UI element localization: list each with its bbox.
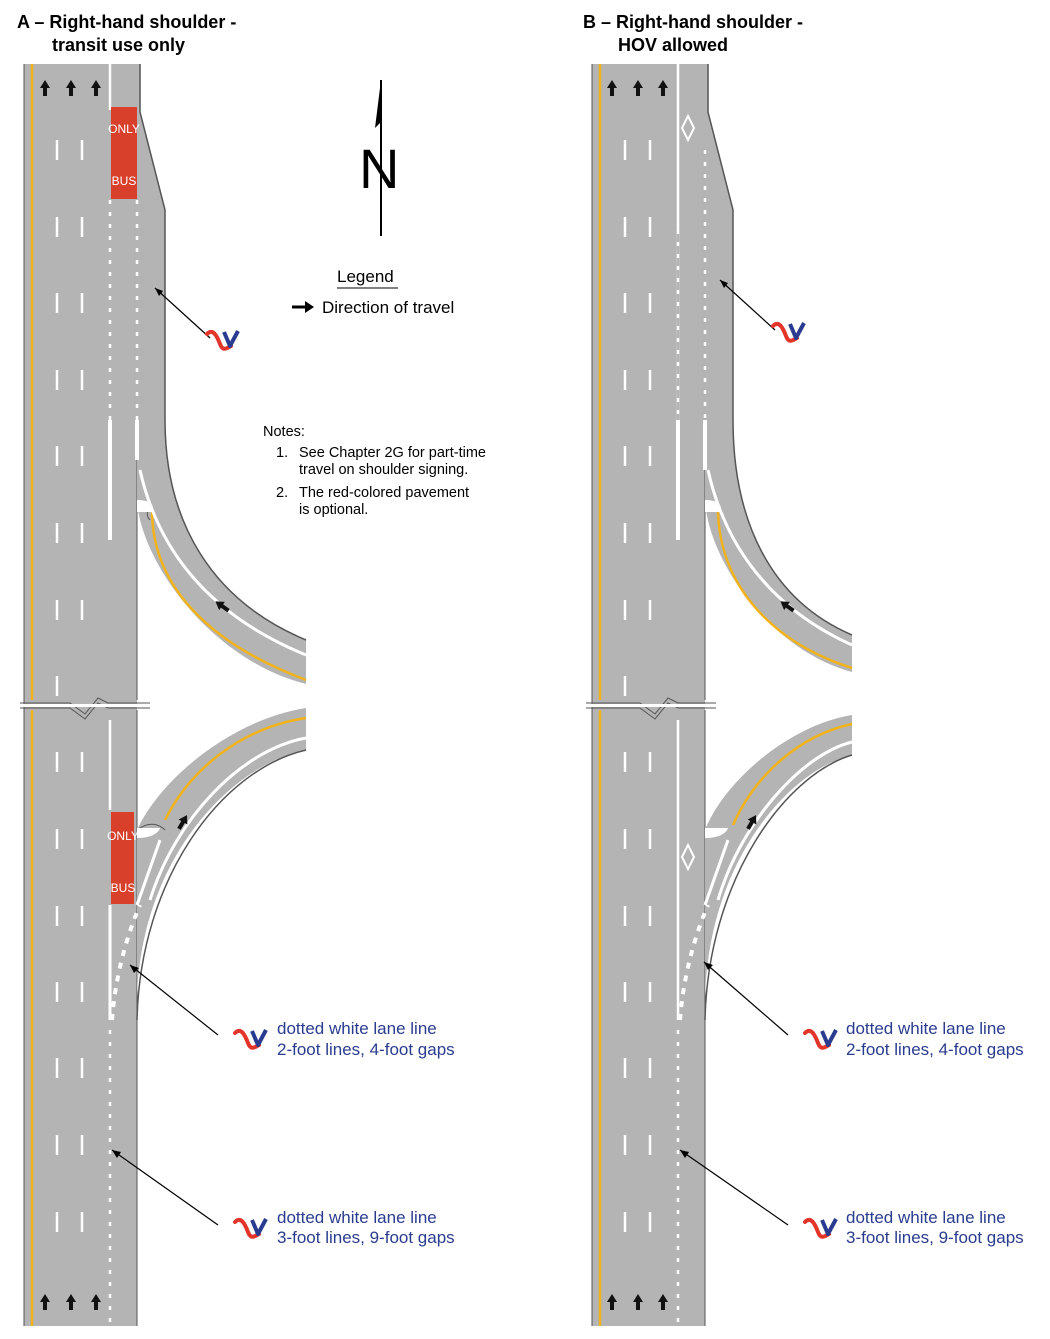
panel-a-callout-3ft-line1: dotted white lane line	[277, 1208, 437, 1227]
panel-a-callout-2ft-line2: 2-foot lines, 4-foot gaps	[277, 1040, 455, 1059]
panel-b-onramp	[705, 715, 852, 1000]
note-2-line1: The red-colored pavement	[299, 485, 470, 501]
panel-b-callout-marker-upper	[773, 323, 804, 341]
panel-a	[17, 12, 455, 1326]
panel-a-bus-sign-upper-only: ONLY	[108, 122, 140, 136]
panel-b-callout-3ft-line2: 3-foot lines, 9-foot gaps	[846, 1228, 1024, 1247]
notes-heading: Notes:	[263, 424, 305, 440]
panel-a-title-line2: transit use only	[52, 35, 186, 55]
note-1-number: 1.	[276, 445, 289, 461]
panel-a-callout-2ft-line1: dotted white lane line	[277, 1019, 437, 1038]
panel-a-callout-marker-upper	[207, 331, 238, 349]
panel-a-callout-3ft-line2: 3-foot lines, 9-foot gaps	[277, 1228, 455, 1247]
panel-a-title-line1: A – Right-hand shoulder -	[17, 12, 237, 32]
legend-title: Legend	[337, 267, 394, 286]
note-2-line2: is optional.	[299, 502, 369, 518]
panel-b-callout-2ft-line2: 2-foot lines, 4-foot gaps	[846, 1040, 1024, 1059]
panel-b-callout-marker-2ft	[805, 1030, 836, 1048]
panel-b-title-line1: B – Right-hand shoulder -	[583, 12, 803, 32]
legend	[292, 267, 454, 317]
panel-b	[583, 12, 1024, 1326]
panel-a-callout-marker-2ft	[235, 1030, 266, 1048]
panel-a-leader-2ft	[130, 965, 218, 1035]
panel-a-bus-sign-upper-bus: BUS	[111, 174, 137, 188]
note-2-number: 2.	[276, 485, 289, 501]
panel-b-leader-2ft	[704, 962, 788, 1035]
notes	[263, 424, 486, 518]
panel-b-callout-marker-3ft	[805, 1219, 836, 1237]
arrow-right-icon	[292, 301, 314, 313]
note-1-line2: travel on shoulder signing.	[299, 462, 469, 478]
panel-b-title-line2: HOV allowed	[618, 35, 729, 55]
legend-item-direction: Direction of travel	[322, 298, 455, 317]
note-1-line1: See Chapter 2G for part-time	[299, 445, 486, 461]
panel-b-callout-2ft-line1: dotted white lane line	[846, 1019, 1006, 1038]
north-arrow-label: N	[359, 137, 400, 200]
north-arrow	[359, 80, 399, 236]
panel-a-callout-marker-3ft	[235, 1219, 266, 1237]
panel-b-callout-3ft-line1: dotted white lane line	[846, 1208, 1006, 1227]
panel-a-bus-sign-lower-bus: BUS	[110, 881, 136, 895]
panel-a-bus-sign-lower-only: ONLY	[107, 829, 139, 843]
